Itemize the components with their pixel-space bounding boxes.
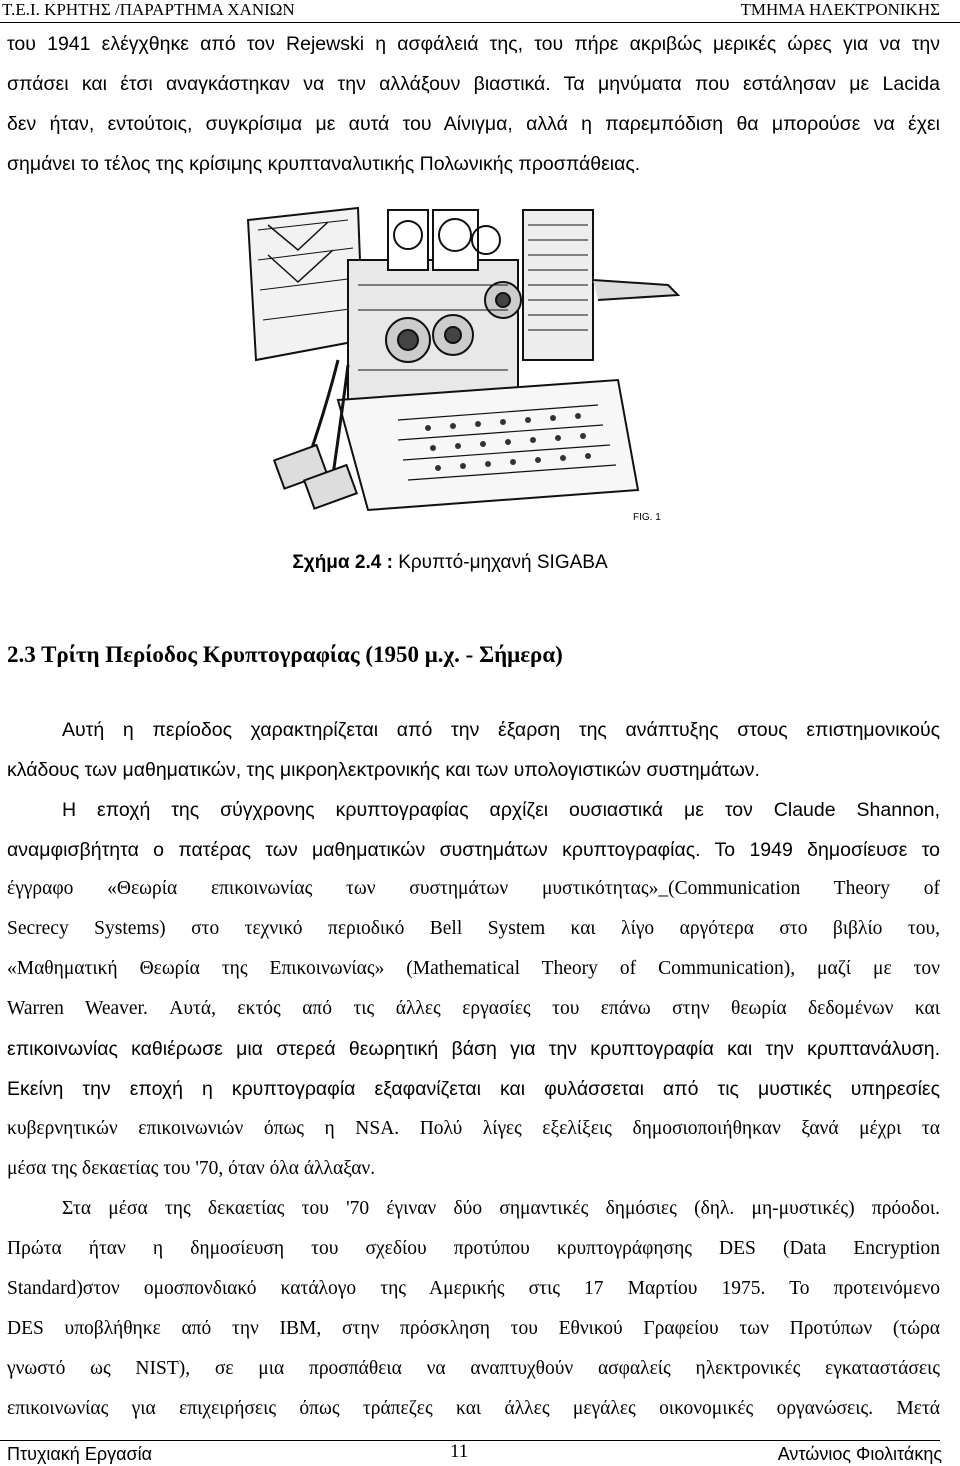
body-line-14: Πρώτα ήταν η δημοσίευση του σχεδίου προτύπου κρυπτογράφησης DES (Data Encryption <box>7 1238 940 1259</box>
figure-label: FIG. 1 <box>633 512 661 523</box>
page-number: 11 <box>450 1441 469 1462</box>
header-department: ΤΜΗΜΑ ΗΛΕΚΤΡΟΝΙΚΗΣ <box>740 0 940 19</box>
body-line-9: επικοινωνίας καθιέρωσε μια στερεά θεωρητική βάση για την κρυπτογραφία και την κρυπτανάλυση. <box>7 1038 940 1060</box>
footer-title: Πτυχιακή Εργασία <box>7 1444 152 1464</box>
body-line-7: «Μαθηματική Θεωρία της Επικοινωνίας» (Mathematical Theory of Communication), μαζί με τον <box>7 958 940 979</box>
body-line-11: κυβερνητικών επικοινωνιών όπως η NSA. Πολύ λίγες εξελίξεις δημοσιοποιήθηκαν ξανά μέχρι τα <box>7 1118 940 1139</box>
header-institution: Τ.Ε.Ι. ΚΡΗΤΗΣ /ΠΑΡΑΡΤΗΜΑ ΧΑΝΙΩΝ <box>2 0 295 19</box>
body-line-5: έγγραφο «Θεωρία επικοινωνίας των συστημάτων μυστικότητας»_(Communication Theory of <box>7 878 940 899</box>
figure-caption-number: Σχήμα 2.4 : <box>292 552 393 573</box>
body-line-10: Εκείνη την εποχή η κρυπτογραφία εξαφανίζεται και φυλάσσεται από τις μυστικές υπηρεσίες <box>7 1078 940 1100</box>
intro-line-2: σπάσει και έτσι αναγκάστηκαν να την αλλάξουν βιαστικά. Τα μηνύματα που εστάλησαν με Lacida <box>7 73 940 95</box>
body-line-17: γνωστό ως NIST), σε μια προσπάθεια να αναπτυχθούν ασφαλείς ηλεκτρονικές εγκαταστάσεις <box>7 1358 940 1379</box>
figure-caption-text: Κρυπτό-μηχανή SIGABA <box>392 552 608 573</box>
body-line-12: μέσα της δεκαετίας του '70, όταν όλα άλλαξαν. <box>7 1158 376 1179</box>
body-line-8: Warren Weaver. Αυτά, εκτός από τις άλλες εργασίες του επάνω στην θεωρία δεδομένων και <box>7 998 940 1019</box>
page-header <box>0 0 960 23</box>
body-line-6: Secrecy Systems) στο τεχνικό περιοδικό Bell System και λίγο αργότερα στο βιβλίο του, <box>7 918 940 939</box>
footer-rule <box>0 1440 940 1441</box>
intro-line-3: δεν ήταν, εντούτοις, συγκρίσιμα με αυτά του Αίνιγμα, αλλά η παρεμπόδιση θα μπορούσε να έχει <box>7 113 940 135</box>
intro-line-1: του 1941 ελέγχθηκε από τον Rejewski η ασφάλειά της, του πήρε ακριβώς μερικές ώρες για να την <box>7 33 940 55</box>
body-line-16: DES υποβλήθηκε από την IBM, στην πρόσκληση του Εθνικού Γραφείου των Προτύπων (τώρα <box>7 1318 940 1339</box>
body-line-4: αναμφισβήτητα ο πατέρας των μαθηματικών συστημάτων κρυπτογραφίας. Το 1949 δημοσίευσε το <box>7 839 940 861</box>
intro-line-4: σημάνει το τέλος της κρίσιμης κρυπταναλυτικής Πολωνικής προσπάθειας. <box>7 153 641 175</box>
body-line-13: Στα μέσα της δεκαετίας του '70 έγιναν δύο σημαντικές δημόσιες (δηλ. μη-μυστικές) πρόοδοι. <box>62 1198 940 1219</box>
body-line-1: Αυτή η περίοδος χαρακτηρίζεται από την έξαρση της ανάπτυξης στους επιστημονικούς <box>62 719 940 741</box>
body-line-18: επικοινωνίας για επιχειρήσεις όπως τράπεζες και άλλες μεγάλες οικονομικές οργανώσεις. Μετά <box>7 1398 940 1419</box>
body-line-2: κλάδους των μαθηματικών, της μικροηλεκτρονικής και των υπολογιστικών συστημάτων. <box>7 759 760 781</box>
footer-author: Αντώνιος Φιολιτάκης <box>777 1444 942 1464</box>
body-line-15: Standard)στον ομοσπονδιακό κατάλογο της Αμερικής στις 17 Μαρτίου 1975. Το προτεινόμενο <box>7 1278 940 1299</box>
body-line-3: Η εποχή της σύγχρονης κρυπτογραφίας αρχίζει ουσιαστικά με τον Claude Shannon, <box>62 799 940 821</box>
section-heading: 2.3 Τρίτη Περίοδος Κρυπτογραφίας (1950 μ.χ. - Σήμερα) <box>7 642 563 667</box>
figure-caption <box>0 552 900 574</box>
sigaba-machine-illustration <box>238 190 698 530</box>
